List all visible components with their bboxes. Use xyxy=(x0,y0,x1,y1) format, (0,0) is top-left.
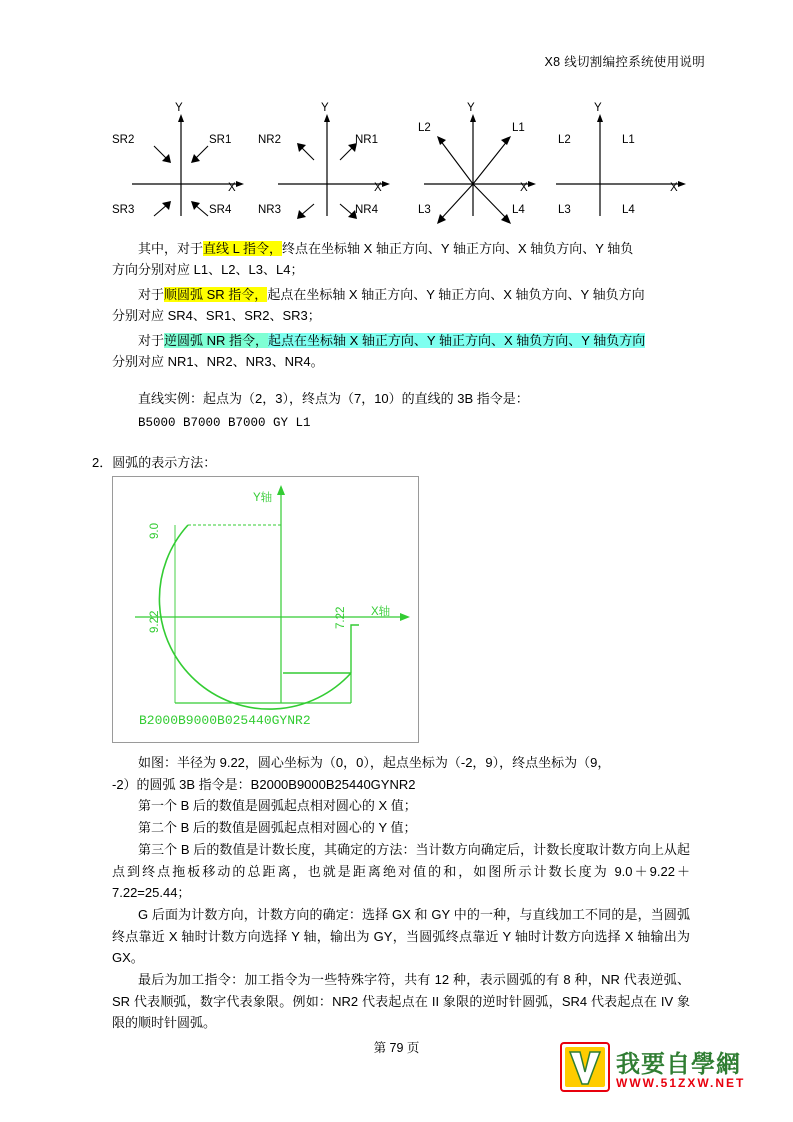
l-axis-svg xyxy=(552,104,690,226)
line-example-code: B5000 B7000 B7000 GY L1 xyxy=(138,416,311,430)
p1-highlight: 直线 L 指令， xyxy=(203,241,282,256)
body-paragraph-6: 第一个 B 后的数值是圆弧起点相对圆心的 X 值； xyxy=(138,798,417,813)
arc-code-label: B2000B9000B025440GYNR2 xyxy=(139,713,311,728)
diagram-l-axis xyxy=(552,104,690,226)
p2-part-a: 对于 xyxy=(138,287,165,302)
logo-v-icon xyxy=(562,1044,608,1090)
p2-part-b: 起点在坐标轴 X 轴正方向、Y 轴正方向、X 轴负方向、Y 轴负方向 xyxy=(267,287,645,302)
diagram-label-y: Y xyxy=(321,102,329,114)
arc-dim-right: 7.22 xyxy=(335,606,347,629)
body-paragraph-7: 第二个 B 后的数值是圆弧起点相对圆心的 Y 值； xyxy=(138,820,417,835)
paragraph-line-5 xyxy=(112,330,645,351)
arc-figure xyxy=(112,476,419,743)
diagram-label-nr3: NR3 xyxy=(258,204,282,216)
diagram-label-x: X xyxy=(520,182,528,194)
logo-badge-icon xyxy=(560,1042,610,1092)
site-logo[interactable] xyxy=(560,1042,746,1104)
diagram-label-y: Y xyxy=(175,102,183,114)
diagram-label-l3: L3 xyxy=(418,204,431,216)
diagram-nr-quadrant xyxy=(258,104,396,226)
diagram-label-x: X xyxy=(670,182,678,194)
paragraph-line-3 xyxy=(112,284,645,305)
body-paragraph-10: 最后为加工指令：加工指令为一些特殊字符，共有 12 种，表示圆弧的有 8 种，NR 代表逆弧、SR 代表顺弧，数字代表象限。例如：NR2 代表起点在 II 象限的逆时针圆弧，SR4 代表起点在 IV 象限的顺时针圆弧。 xyxy=(112,972,690,1030)
p3-part-b: 起点在坐标轴 X 轴正方向、Y 轴正方向、X 轴负方向、Y 轴负方向 xyxy=(268,333,646,348)
page-number: 第 79 页 xyxy=(373,1041,420,1055)
diagram-label-y: Y xyxy=(594,102,602,114)
diagram-label-nr2: NR2 xyxy=(258,134,282,146)
diagram-label-nr1: NR1 xyxy=(355,134,379,146)
arc-dim-top: 9.0 xyxy=(149,523,161,539)
paragraph-line-4: 分别对应 SR4、SR1、SR2、SR3； xyxy=(112,308,321,323)
diagram-label-sr3: SR3 xyxy=(112,204,135,216)
diagram-label-sr2: SR2 xyxy=(112,134,135,146)
diagram-label-l4: L4 xyxy=(622,204,635,216)
arc-dim-left: 9.22 xyxy=(149,610,161,633)
logo-text: 我要自學網 xyxy=(616,1051,741,1078)
diagram-sr-quadrant xyxy=(112,104,250,226)
diagram-label-l1: L1 xyxy=(512,122,525,134)
arc-axis-y-label: Y轴 xyxy=(253,492,273,504)
section-title-2: 2．圆弧的表示方法： xyxy=(92,455,217,470)
diagram-label-x: X xyxy=(374,182,382,194)
diagram-label-sr1: SR1 xyxy=(209,134,232,146)
p3-highlight: 逆圆弧 NR 指令， xyxy=(164,333,269,348)
diagram-label-l2: L2 xyxy=(418,122,431,134)
body-paragraph-5 xyxy=(112,752,690,795)
page-header: X8 线切割编控系统使用说明 xyxy=(544,55,705,69)
logo-url: WWW.51ZXW.NET xyxy=(616,1076,746,1090)
diagram-label-l4: L4 xyxy=(512,204,525,216)
quadrant-diagrams xyxy=(112,104,690,226)
diagram-label-nr4: NR4 xyxy=(355,204,379,216)
diagram-label-y: Y xyxy=(467,102,475,114)
paragraph-line-1 xyxy=(112,238,633,259)
p2-highlight: 顺圆弧 SR 指令， xyxy=(164,287,268,302)
p3-part-a: 对于 xyxy=(138,333,165,348)
diagram-label-l3: L3 xyxy=(558,204,571,216)
diagram-l-diagonal xyxy=(404,104,542,226)
diagram-label-l1: L1 xyxy=(622,134,635,146)
p1-part-b: 终点在坐标轴 X 轴正方向、Y 轴正方向、X 轴负方向、Y 轴负 xyxy=(282,241,634,256)
p1-part-a: 其中，对于 xyxy=(138,241,204,256)
p5-line-b: -2）的圆弧 3B 指令是：B2000B9000B25440GYNR2 xyxy=(112,776,416,792)
diagram-label-l2: L2 xyxy=(558,134,571,146)
p5-line-a: 如图：半径为 9.22，圆心坐标为（0，0），起点坐标为（-2，9），终点坐标为（9， xyxy=(138,755,611,770)
body-paragraph-8: 第三个 B 后的数值是计数长度，其确定的方法：当计数方向确定后，计数长度取计数方向上从起点到终点拖板移动的总距离，也就是距离绝对值的和，如图所示计数长度为 9.0＋9.22＋7.22=25.44； xyxy=(112,842,690,900)
line-example-intro: 直线实例：起点为（2，3），终点为（7，10）的直线的 3B 指令是： xyxy=(138,391,529,406)
diagram-label-sr4: SR4 xyxy=(209,204,232,216)
body-paragraph-9: G 后面为计数方向，计数方向的确定：选择 GX 和 GY 中的一种，与直线加工不同的是，当圆弧终点靠近 X 轴时计数方向选择 Y 轴，输出为 GY，当圆弧终点靠近 Y 轴时计数方向选择 X 轴输出为 GX。 xyxy=(112,907,690,965)
diagram-label-x: X xyxy=(228,182,236,194)
arc-axis-x-label: X轴 xyxy=(371,606,391,618)
paragraph-line-6: 分别对应 NR1、NR2、NR3、NR4。 xyxy=(112,354,324,369)
paragraph-line-2: 方向分别对应 L1、L2、L3、L4； xyxy=(112,262,304,277)
